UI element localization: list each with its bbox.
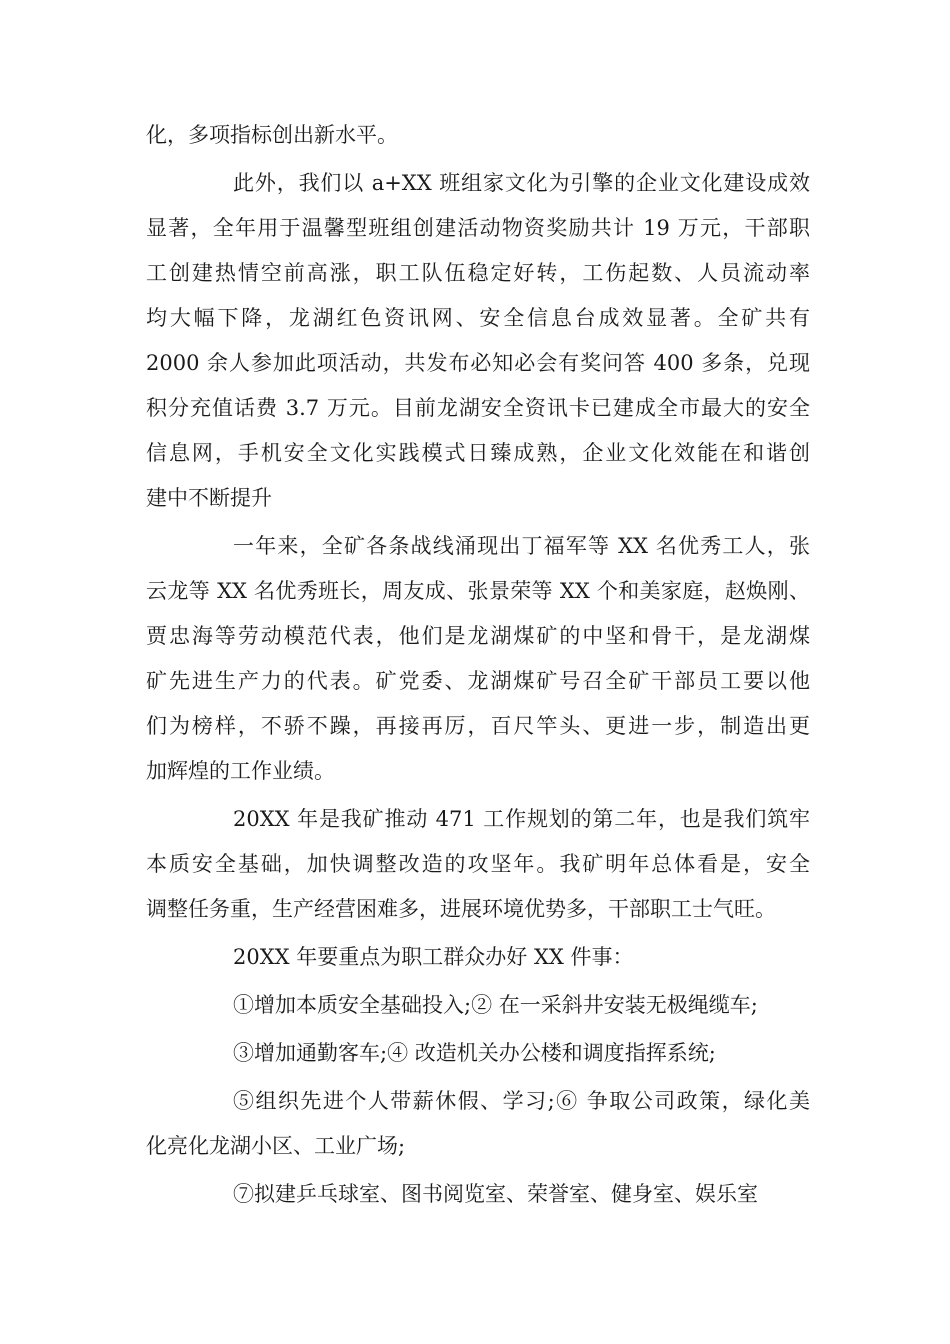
text-line: 工创建热情空前高涨，职工队伍稳定好转，工伤起数、人员流动率 xyxy=(146,261,810,285)
text-line: 贾忠海等劳动模范代表，他们是龙湖煤矿的中坚和骨干，是龙湖煤 xyxy=(146,624,810,648)
list-item: ⑦拟建乒乓球室、图书阅览室、荣誉室、健身室、娱乐室 xyxy=(233,1182,758,1206)
text-line: 20XX 年要重点为职工群众办好 XX 件事： xyxy=(233,945,634,969)
text-line: 调整任务重，生产经营困难多，进展环境优势多，干部职工士气旺。 xyxy=(146,897,776,921)
list-item: 化亮化龙湖小区、工业广场; xyxy=(146,1134,406,1158)
text-line: 信息网，手机安全文化实践模式日臻成熟，企业文化效能在和谐创 xyxy=(146,441,810,465)
text-line: 此外，我们以 a+XX 班组家文化为引擎的企业文化建设成效 xyxy=(233,171,810,195)
text-line: 积分充值话费 3.7 万元。目前龙湖安全资讯卡已建成全市最大的安全 xyxy=(146,396,810,420)
text-line: 均大幅下降，龙湖红色资讯网、安全信息台成效显著。全矿共有 xyxy=(146,306,810,330)
document-body xyxy=(146,113,810,1217)
text-line: 一年来，全矿各条战线涌现出丁福军等 XX 名优秀工人，张 xyxy=(233,534,810,558)
text-line: 们为榜样，不骄不躁，再接再厉，百尺竿头、更进一步，制造出更 xyxy=(146,714,810,738)
text-line: 显著，全年用于温馨型班组创建活动物资奖励共计 19 万元，干部职 xyxy=(146,216,810,240)
text-line: 2000 余人参加此项活动，共发布必知必会有奖问答 400 多条，兑现 xyxy=(146,351,810,375)
text-line: 加辉煌的工作业绩。 xyxy=(146,759,335,783)
list-item: ③增加通勤客车;④ 改造机关办公楼和调度指挥系统; xyxy=(233,1041,716,1065)
text-line: 云龙等 XX 名优秀班长，周友成、张景荣等 XX 个和美家庭，赵焕刚、 xyxy=(146,579,810,603)
text-line: 本质安全基础，加快调整改造的攻坚年。我矿明年总体看是，安全 xyxy=(146,852,810,876)
text-line: 建中不断提升 xyxy=(146,486,272,510)
text-line: 化，多项指标创出新水平。 xyxy=(146,123,398,147)
text-line: 20XX 年是我矿推动 471 工作规划的第二年，也是我们筑牢 xyxy=(233,807,810,831)
list-item: ⑤组织先进个人带薪休假、学习;⑥ 争取公司政策，绿化美 xyxy=(233,1089,810,1113)
text-line: 矿先进生产力的代表。矿党委、龙湖煤矿号召全矿干部员工要以他 xyxy=(146,669,810,693)
list-item: ①增加本质安全基础投入;② 在一采斜井安装无极绳缆车; xyxy=(233,993,758,1017)
